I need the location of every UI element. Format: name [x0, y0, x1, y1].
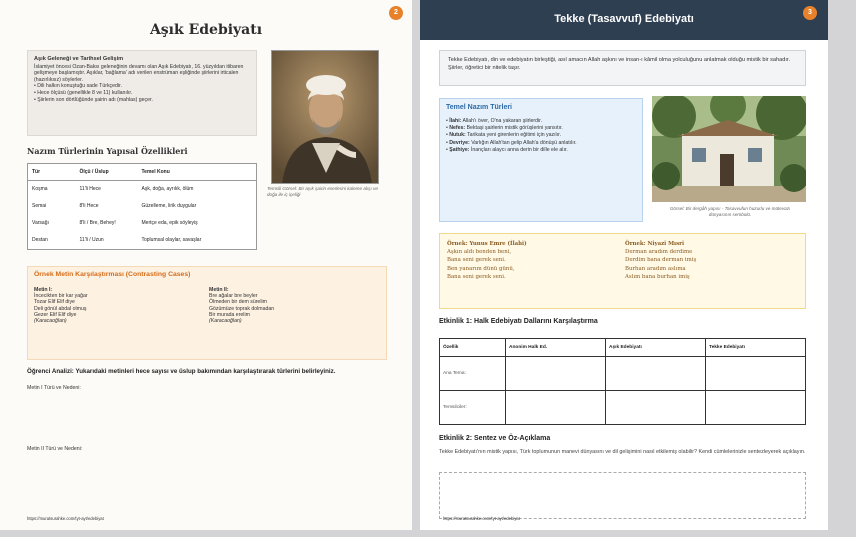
metin-line: Tozar Elif Elif diye	[34, 299, 75, 306]
page-title: Aşık Edebiyatı	[149, 22, 263, 38]
activity-2-prompt: Tekke Edebiyatı'nın mistik yapısı, Türk toplumunun manevi dünyasını ve dil gelişimini nasıl etkilemiş olabilir? Kendi cümlelerinizle sentezleyerek açıklayın.	[439, 449, 806, 455]
nazim-term: İlahi:	[449, 118, 462, 124]
intro-bullet: • Dili halkın konuştuğu sade Türkçedir.	[34, 83, 122, 90]
table-heading: Nazım Türlerinin Yapısal Özellikleri	[27, 146, 188, 156]
intro-bullet: • Şiirlerin son dörtlüğünde şairin adı (mahlas) geçer.	[34, 96, 153, 103]
nazim-heading: Temel Nazım Türleri	[446, 104, 513, 111]
activity-1-heading: Etkinlik 1: Halk Edebiyatı Dallarını Karşılaştırma	[439, 318, 598, 325]
row-label: Temsilciler:	[440, 391, 506, 425]
answer-cell[interactable]	[706, 357, 806, 391]
poem-niyazi-misri	[625, 240, 696, 281]
table-header-cell: Tekke Edebiyatı	[706, 339, 806, 357]
metin-heading: Metin II:	[209, 287, 229, 293]
nazim-desc: Varlığın Allah'tan gelip Allah'a dönüşü anlatılır.	[469, 139, 577, 146]
table-cell: 8'li / Bre, Behey!	[79, 220, 116, 226]
metin-author: (Karacaoğlan)	[34, 318, 67, 325]
poem-heading: Örnek: Niyazi Mısri	[625, 241, 685, 247]
nazim-item: • Devriye: Varlığın Allah'tan gelip Allah'a dönüşü anlatılır.	[446, 139, 577, 146]
nazim-term: Şathiye:	[449, 146, 470, 153]
compare-box	[27, 266, 387, 360]
metin-line: Ölmeden bir dem sürelim	[209, 299, 267, 306]
nazim-term: Nutuk:	[449, 132, 466, 139]
footer-url[interactable]: https://muratsurahke.com/tyt-ayt/edebiyat	[443, 516, 520, 521]
row-label: Ana Tema:	[440, 357, 506, 391]
page-asik-edebiyati	[0, 0, 412, 530]
intro-bullet-list	[34, 83, 250, 103]
metin-1	[34, 287, 88, 324]
intro-box: Tekke Edebiyatı, din ve edebiyatın birleştiği, asıl amacın Allah aşkını ve insan-ı kâmil olma yolculuğunu anlatmak olduğu mistik bir sahadır. Şiirler, öğretici bir nitelik taşır.	[439, 50, 806, 86]
photo-caption: Görsel: Bir dergâh yapısı - Tasavvufun huzurlu ve mütevazı dünyasının sembolü.	[669, 206, 791, 217]
metin-line: Bir murada erelim	[209, 311, 250, 318]
table-header-row	[28, 164, 257, 181]
table-cell: Koşma	[32, 186, 48, 193]
table-header-cell: Özellik	[440, 339, 506, 357]
answer-cell[interactable]	[706, 391, 806, 425]
metin-2	[209, 287, 274, 324]
activity-2-heading: Etkinlik 2: Sentez ve Öz-Açıklama	[439, 435, 551, 442]
page-title: Tekke (Tasavvuf) Edebiyatı	[554, 13, 694, 25]
table-row	[28, 181, 257, 198]
table-row	[28, 232, 257, 250]
table-row	[28, 215, 257, 232]
comparison-table	[439, 338, 806, 425]
table-header-cell: Anonim Halk Ed.	[506, 339, 606, 357]
table-header-cell: Tür	[28, 164, 76, 181]
nazim-item: • İlahi: Allah'ı över, O'na yakaran şiirlerdir.	[446, 118, 543, 124]
page-tekke-edebiyati	[420, 0, 828, 530]
page-number-badge: 2	[389, 6, 403, 20]
metin-line: Bre ağalar bre beyler	[209, 293, 258, 300]
intro-heading: Aşık Geleneği ve Tarihsel Gelişim	[34, 56, 124, 62]
poem-heading: Örnek: Yunus Emre (İlahi)	[447, 241, 527, 247]
nazim-desc: Allah'ı över, O'na yakaran şiirlerdir.	[461, 118, 543, 124]
nazim-item: • Nutuk: Tarikata yeni girenlerin eğitimi için yazılır.	[446, 132, 562, 139]
student-analysis-prompt: Öğrenci Analizi: Yukarıdaki metinleri hece sayısı ve üslup bakımından karşılaştırarak türlerini belirleyiniz.	[27, 368, 336, 375]
nazim-term: Devriye:	[449, 139, 470, 146]
metin-heading: Metin I:	[34, 287, 53, 293]
table-header-cell: Aşık Edebiyatı	[606, 339, 706, 357]
compare-title: Örnek Metin Karşılaştırması (Contrasting Cases)	[34, 271, 191, 278]
table-cell: 11'li / Uzun	[79, 237, 104, 244]
nazim-turleri-box	[439, 98, 643, 222]
table-row	[28, 198, 257, 215]
table-cell: Aşk, doğa, ayrılık, ölüm	[141, 186, 194, 193]
page-number-badge: 3	[803, 6, 817, 20]
answer-area[interactable]	[439, 472, 806, 519]
metin-1-answer-label: Metin I Türü ve Nedeni:	[27, 385, 81, 391]
poem-line: Burhan aradım aslıma	[625, 265, 686, 272]
footer-url[interactable]: https://muratsurahke.com/tyt-ayt/edebiyat	[27, 516, 104, 521]
poem-yunus-emre	[447, 240, 527, 281]
table-header-cell: Ölçü / Üslup	[76, 164, 138, 181]
portrait-caption: Temsili Görsel: Bir aşık şairin eserlerini kaleme alışı ve doğa ile iç içeliği	[267, 186, 378, 197]
table-header-row	[440, 339, 806, 357]
dergah-photo	[652, 96, 806, 202]
nazim-desc: Bektaşi şairlerin mistik görüşlerini yansıtır.	[465, 125, 563, 132]
poem-line: Bana seni gerek seni.	[447, 257, 506, 264]
metin-2-answer-label: Metin II Türü ve Nedeni:	[27, 446, 83, 452]
table-cell: Destan	[32, 237, 48, 244]
answer-cell[interactable]	[506, 391, 606, 425]
answer-cell[interactable]	[606, 357, 706, 391]
metin-author: (Karacaoğlan)	[209, 318, 242, 325]
poem-line: Aşkın aldı benden beni,	[447, 249, 512, 256]
table-cell: Mertçe eda, epik söyleyiş	[141, 220, 198, 226]
answer-cell[interactable]	[506, 357, 606, 391]
table-row	[440, 357, 806, 391]
poem-line: Bana seni gerek seni.	[447, 273, 506, 280]
table-cell: Güzelleme, lirik duygular	[141, 203, 197, 209]
metin-line: İncecikten bir kar yağar	[34, 293, 88, 300]
nazim-turleri-table	[27, 163, 257, 250]
table-cell: Varsağı	[32, 220, 49, 226]
poem-line: Derman aradım derdime	[625, 249, 693, 256]
metin-line: Gezer Elif Elif diye	[34, 311, 77, 318]
intro-box	[27, 50, 257, 136]
nazim-item: • Nefes: Bektaşi şairlerin mistik görüşlerini yansıtır.	[446, 125, 563, 132]
table-cell: 8'li Hece	[79, 203, 99, 209]
poem-line: Ben yanarım dünü günü,	[447, 265, 515, 272]
intro-bullet: • Hece ölçüsü (genellikle 8 ve 11) kullanılır.	[34, 89, 133, 96]
table-cell: Toplumsal olaylar, savaşlar	[141, 237, 202, 244]
answer-cell[interactable]	[606, 391, 706, 425]
metin-line: Deli gönül abdal olmuş	[34, 305, 87, 312]
poem-examples-box	[439, 233, 806, 309]
poem-line: Aslım bana burhan imiş	[625, 273, 690, 280]
table-row	[440, 391, 806, 425]
poet-portrait-image	[271, 50, 379, 184]
nazim-desc: İnançları alaycı anna derin bir dille ele alır.	[469, 146, 568, 153]
table-cell: 11'li Hece	[79, 186, 101, 193]
intro-paragraph: İslamiyet öncesi Ozan-Baksı geleneğinin devamı olan Aşık Edebiyatı, 16. yüzyıldan itibaren gelişmeye başlamıştır. Aşıklar, 'bağlama' adı verilen enstrüman eşliğinde şiirlerini irticalen (hazırlıksız) söylerler.	[34, 63, 244, 83]
table-header-cell: Temel Konu	[138, 164, 257, 181]
table-cell: Semai	[32, 203, 47, 209]
nazim-item: • Şathiye: İnançları alaycı anna derin bir dille ele alır.	[446, 146, 568, 153]
nazim-list	[446, 118, 636, 154]
metin-line: Gözümüze toprak dolmadan	[209, 305, 275, 312]
nazim-term: Nefes:	[449, 125, 466, 132]
nazim-desc: Tarikata yeni girenlerin eğitimi için yazılır.	[465, 132, 562, 139]
poem-line: Derdim bana derman imiş	[625, 257, 697, 264]
